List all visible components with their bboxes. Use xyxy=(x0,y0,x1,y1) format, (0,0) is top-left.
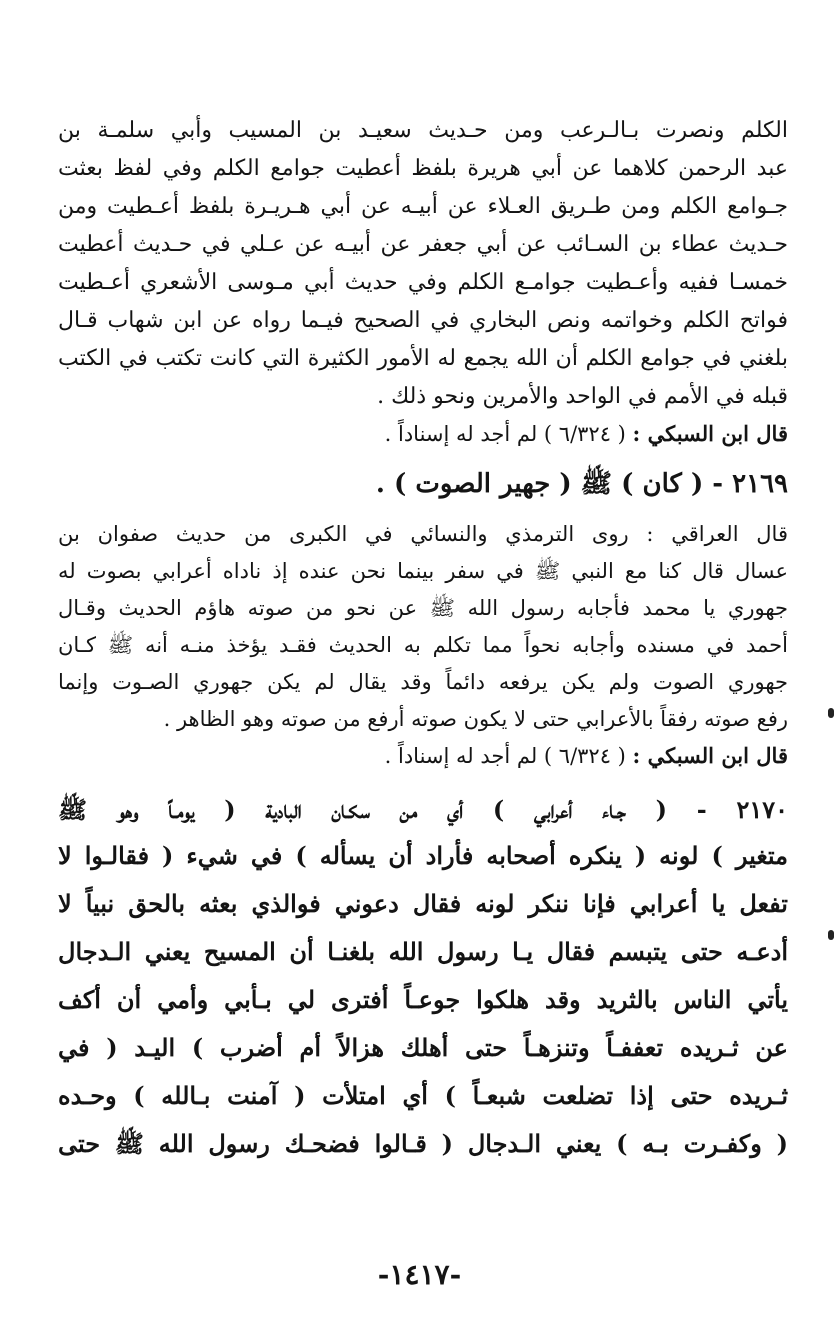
text-line: ثـريده حتى إذا تضلعت شبعـاً ) أي امتلأت ( آمنت بـالله ) وحـده xyxy=(58,1081,788,1110)
margin-dot xyxy=(828,708,834,718)
text-line: الكلم ونصرت بـالـرعب ومن حـديث سعيـد بن المسيب وأبي سلمـة بن xyxy=(58,118,788,143)
page-number: -١٤١٧- xyxy=(377,1258,462,1291)
text-line: جهوري الصوت ولم يكن يرفعه دائماً وقد يقال لم يكن جهوري الصـوت وإنما xyxy=(58,670,788,694)
text-line: جـوامع الكلم ومن طـريق العـلاء عن أبيـه عن أبي هـريـرة بلفظ أعـطيت ومن xyxy=(58,194,788,219)
paragraph-3 xyxy=(58,788,788,1168)
text-line: أدعـه حتى يتبسم فقال يـا رسول الله بلغنـا أن المسيح يعني الـدجال xyxy=(58,937,788,966)
text-line: عبد الرحمن كلاهما عن أبي هريرة بلفظ أعطيت جوامع الكلم وفي لفظ بعثت xyxy=(58,156,788,181)
text-line: بلغني في جوامع الكلم أن الله يجمع له الأمور الكثيرة التي كانت تكتب في الكتب xyxy=(58,346,788,371)
text-line: قال العراقي : روى الترمذي والنسائي في الكبرى من حديث صفوان بن xyxy=(58,522,788,546)
source-note-2 xyxy=(58,738,788,774)
paragraph-2 xyxy=(58,516,788,738)
text-line: متغير ) لونه ( ينكره أصحابه فأراد أن يسأله ) في شيء ( فقالـوا لا xyxy=(58,841,788,870)
text-line: أحمد في مسنده وأجابه نحواً مما تكلم به الحديث فقـد يؤخذ منـه أنه ﷺ كـان xyxy=(58,633,788,657)
text-line: قبله في الأمم في الواحد والأمرين ونحو ذلك . xyxy=(377,384,788,409)
margin-dot xyxy=(828,930,834,940)
text-line: يأتي الناس بالثريد وقد هلكوا جوعـاً أفترى لي بـأبي وأمي أن أكف xyxy=(58,985,788,1014)
source-label: قال ابن السبكي : xyxy=(632,743,788,768)
text-line: حـديث عطاء بن السـائب عن أبي جعفر عن أبيـه عن عـلي في حـديث أعطيت xyxy=(58,232,788,257)
source-text: ( ٦/٣٢٤ ) لم أجد له إسناداً . xyxy=(384,744,633,768)
source-text: ( ٦/٣٢٤ ) لم أجد له إسناداً . xyxy=(384,422,633,446)
text-line: ٢١٧٠ - ( جـاء أعرابي ) أي من سكـان البادية ( يومـاً وهو ﷺ xyxy=(58,795,788,824)
page-body xyxy=(58,112,788,1168)
text-line: ( وكفـرت بـه ) يعني الـدجال ( قـالوا فضحـك رسول الله ﷺ حتى xyxy=(58,1129,788,1158)
text-line: عسال قال كنا مع النبي ﷺ في سفر بينما نحن عنده إذ ناداه أعرابي بصوت له xyxy=(58,559,788,583)
text-line: فواتح الكلم وخواتمه ونص البخاري في الصحيح فيـما رواه عن ابن شهاب قـال xyxy=(58,308,788,333)
source-label: قال ابن السبكي : xyxy=(632,421,788,446)
text-line: خمسـا ففيه وأعـطيت جوامـع الكلم وفي حديث أبي مـوسى الأشعري أعـطيت xyxy=(58,270,788,295)
text-line: عن ثـريده تعففـاً وتنزهـاً حتى أهلك هزالاً أم أضرب ) اليـد ( في xyxy=(58,1033,788,1062)
source-note-1 xyxy=(58,416,788,452)
paragraph-1 xyxy=(58,112,788,416)
text-line: تفعل يا أعرابي فإنا ننكر لونه فقال دعوني فوالذي بعثه بالحق نبياً لا xyxy=(58,889,788,918)
entry-heading-2169: ٢١٦٩ - ( كان ) ﷺ ( جهير الصوت ) . xyxy=(375,469,788,499)
text-line: جهوري يا محمد فأجابه رسول الله ﷺ عن نحو من صوته هاؤم الحديث وقـال xyxy=(58,596,788,620)
text-line: رفع صوته رفقاً بالأعرابي حتى لا يكون صوته أرفع من صوته وهو الظاهر . xyxy=(163,707,788,731)
